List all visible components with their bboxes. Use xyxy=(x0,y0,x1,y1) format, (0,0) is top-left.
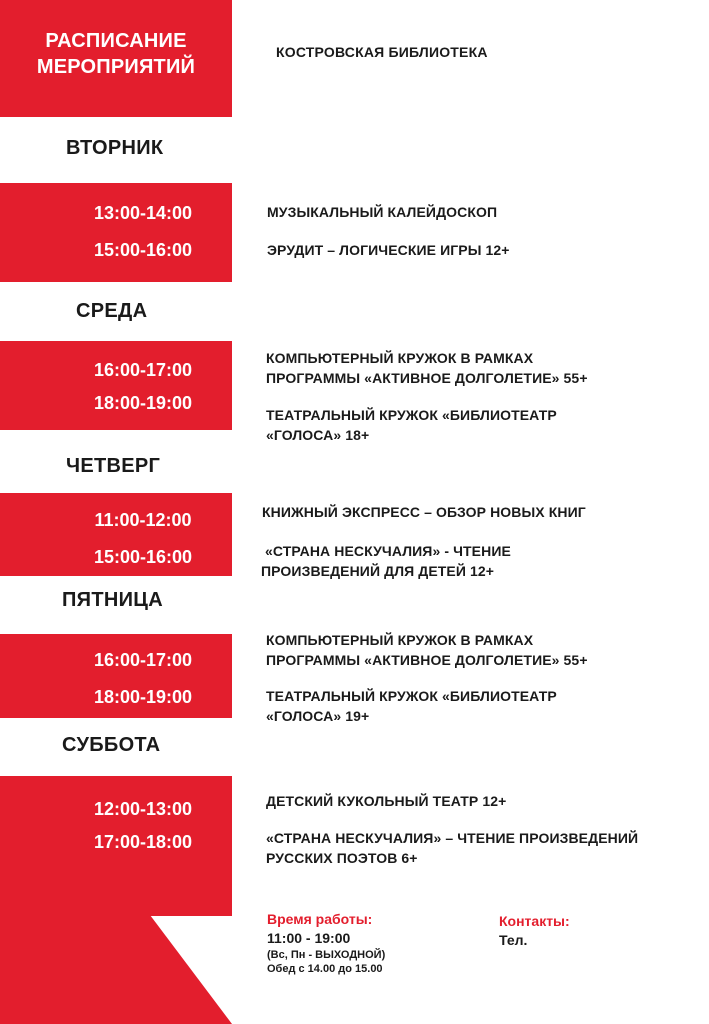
time-slot: 16:00-17:00 xyxy=(93,360,193,380)
event-line: «СТРАНА НЕСКУЧАЛИЯ» - ЧТЕНИЕ xyxy=(265,543,511,559)
time-slot: 16:00-17:00 xyxy=(93,650,193,670)
event-item xyxy=(266,405,557,445)
event-line: «СТРАНА НЕСКУЧАЛИЯ» – ЧТЕНИЕ ПРОИЗВЕДЕНИЙ xyxy=(266,830,639,846)
day-tuesday: ВТОРНИК xyxy=(66,137,164,159)
event-item xyxy=(266,828,638,868)
time-slot: 15:00-16:00 xyxy=(93,240,193,260)
time-block-friday xyxy=(0,634,232,718)
time-slot: 17:00-18:00 xyxy=(93,832,193,852)
event-line: «ГОЛОСА» 18+ xyxy=(266,427,370,443)
hours-label: Время работы: xyxy=(267,911,373,927)
event-item xyxy=(266,630,588,670)
event-item xyxy=(262,502,586,522)
event-item xyxy=(267,240,510,260)
event-line: ТЕАТРАЛЬНЫЙ КРУЖОК «БИБЛИОТЕАТР xyxy=(266,407,557,423)
event-line: КОМПЬЮТЕРНЫЙ КРУЖОК В РАМКАХ xyxy=(266,350,534,366)
working-hours xyxy=(267,911,385,976)
time-block-saturday xyxy=(0,776,232,916)
phone-label: Тел. xyxy=(499,932,528,948)
time-slot: 15:00-16:00 xyxy=(93,547,193,567)
day-friday: ПЯТНИЦА xyxy=(62,589,163,611)
event-line: ТЕАТРАЛЬНЫЙ КРУЖОК «БИБЛИОТЕАТР xyxy=(266,688,557,704)
title-line-2: МЕРОПРИЯТИЙ xyxy=(36,56,196,78)
title-line-1: РАСПИСАНИЕ xyxy=(45,30,187,52)
contacts-label: Контакты: xyxy=(499,913,570,929)
event-item xyxy=(266,348,588,388)
event-line: ДЕТСКИЙ КУКОЛЬНЫЙ ТЕАТР 12+ xyxy=(266,793,507,809)
page-title xyxy=(0,28,232,80)
time-block-wednesday xyxy=(0,341,232,430)
time-slot: 18:00-19:00 xyxy=(93,393,193,413)
event-line: КОМПЬЮТЕРНЫЙ КРУЖОК В РАМКАХ xyxy=(266,632,534,648)
time-slot: 18:00-19:00 xyxy=(93,687,193,707)
event-line: КНИЖНЫЙ ЭКСПРЕСС – ОБЗОР НОВЫХ КНИГ xyxy=(262,504,586,520)
header-banner xyxy=(0,0,232,117)
time-slot: 11:00-12:00 xyxy=(94,510,192,530)
event-line: ПРОИЗВЕДЕНИЙ ДЛЯ ДЕТЕЙ 12+ xyxy=(261,563,495,579)
hours-value: 11:00 - 19:00 xyxy=(267,930,351,946)
event-line: «ГОЛОСА» 19+ xyxy=(266,708,370,724)
time-slot: 13:00-14:00 xyxy=(93,203,193,223)
day-wednesday: СРЕДА xyxy=(76,300,148,322)
days-off: (Вс, Пн - ВЫХОДНОЙ) xyxy=(267,949,386,961)
time-block-tuesday xyxy=(0,183,232,282)
day-thursday: ЧЕТВЕРГ xyxy=(66,455,161,477)
time-slot: 12:00-13:00 xyxy=(93,799,193,819)
library-name: КОСТРОВСКАЯ БИБЛИОТЕКА xyxy=(276,44,488,60)
event-item xyxy=(266,791,506,811)
time-block-thursday xyxy=(0,493,232,576)
decorative-red-corner xyxy=(0,915,232,1024)
day-saturday: СУББОТА xyxy=(62,734,161,756)
event-item xyxy=(261,541,511,581)
event-line: РУССКИХ ПОЭТОВ 6+ xyxy=(266,850,418,866)
event-line: МУЗЫКАЛЬНЫЙ КАЛЕЙДОСКОП xyxy=(267,204,498,220)
event-item xyxy=(266,686,557,726)
contacts xyxy=(499,913,570,948)
event-line: ПРОГРАММЫ «АКТИВНОЕ ДОЛГОЛЕТИЕ» 55+ xyxy=(266,370,588,386)
lunch-break: Обед с 14.00 до 15.00 xyxy=(267,963,383,975)
event-line: ЭРУДИТ – ЛОГИЧЕСКИЕ ИГРЫ 12+ xyxy=(267,242,510,258)
event-line: ПРОГРАММЫ «АКТИВНОЕ ДОЛГОЛЕТИЕ» 55+ xyxy=(266,652,588,668)
event-item xyxy=(267,202,497,222)
